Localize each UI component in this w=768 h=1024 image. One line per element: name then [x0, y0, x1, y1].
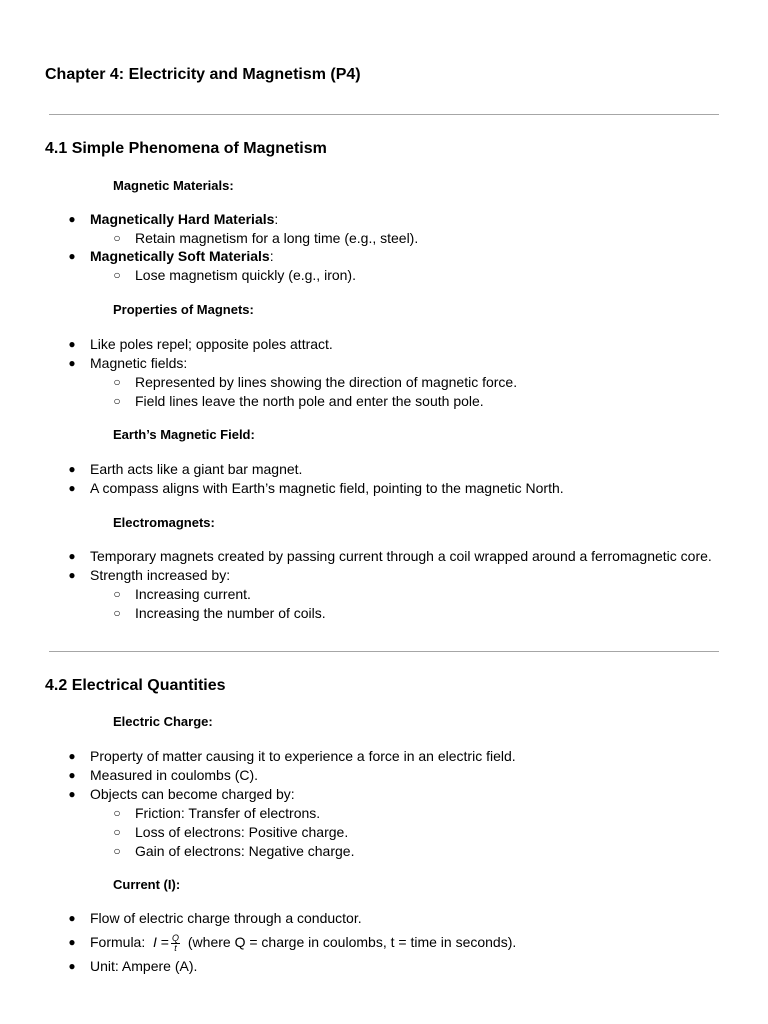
bullet-icon: ●: [68, 462, 76, 476]
divider: [49, 114, 719, 115]
subheading-properties: Properties of Magnets:: [113, 302, 254, 317]
term-soft-materials: Magnetically Soft Materials: [90, 248, 270, 264]
circle-bullet-icon: ○: [113, 375, 121, 389]
section-heading-electrical-quantities: 4.2 Electrical Quantities: [45, 677, 226, 694]
circle-bullet-icon: ○: [113, 844, 121, 858]
section-heading-magnetism: 4.1 Simple Phenomena of Magnetism: [45, 140, 327, 157]
bullet-icon: ●: [68, 249, 76, 263]
bullet-icon: ●: [68, 911, 76, 925]
circle-bullet-icon: ○: [113, 394, 121, 408]
bullet-icon: ●: [68, 749, 76, 763]
subheading-magnetic-materials: Magnetic Materials:: [113, 178, 234, 193]
circle-bullet-icon: ○: [113, 231, 121, 245]
bullet-icon: ●: [68, 356, 76, 370]
bullet-icon: ●: [68, 959, 76, 973]
subheading-earth-field: Earth’s Magnetic Field:: [113, 427, 255, 442]
bullet-icon: ●: [68, 212, 76, 226]
bullet-icon: ●: [68, 549, 76, 563]
current-formula: Formula: I = $\frac{Q}{t}$ (where Q = charge in coulombs, t = time in seconds).: [90, 932, 517, 953]
term-hard-materials: Magnetically Hard Materials: [90, 211, 275, 227]
circle-bullet-icon: ○: [113, 606, 121, 620]
subheading-electric-charge: Electric Charge:: [113, 714, 213, 729]
page-title: Chapter 4: Electricity and Magnetism (P4): [45, 66, 361, 83]
bullet-icon: ●: [68, 481, 76, 495]
bullet-icon: ●: [68, 337, 76, 351]
bullet-icon: ●: [68, 768, 76, 782]
bullet-icon: ●: [68, 935, 76, 949]
bullet-icon: ●: [68, 787, 76, 801]
circle-bullet-icon: ○: [113, 806, 121, 820]
circle-bullet-icon: ○: [113, 268, 121, 282]
circle-bullet-icon: ○: [113, 825, 121, 839]
subheading-electromagnets: Electromagnets:: [113, 515, 215, 530]
formula-symbol: I: [153, 934, 157, 950]
circle-bullet-icon: ○: [113, 587, 121, 601]
divider: [49, 651, 719, 652]
document-page: Chapter 4: Electricity and Magnetism (P4) 4.1 Simple Phenomena of Magnetism Magnetic Materials: ● Magnetically Hard Materials: ○ Retain magnetism for a long time (e.g., steel). ● Magnetically Soft Materials: ○ Lose magnetism quickly (e.g., iron). Properties of Magnets: ● Like poles repel; opposite poles attract. ● Magnetic fields: ○ Represented by lines showing the direction of magnetic force. ○ Field lines leave the north pole and enter the south pole. Earth’s Magnetic Field: ● Earth acts like a giant bar magnet. ● A compass aligns with Earth’s magnetic field, pointing to the magnetic North. Electromagnets: ● Temporary magnets created by passing current through a coil wrapped around a ferromagnetic core. ● Strength increased by: ○ Increasing current. ○ Increasing the number of coils. 4.2 Electrical Quantities Electric Charge: ● Property of matter causing it to experience a force in an electric field. ● Measured in coulombs (C). ● Objects can become charged by: ○ Friction: Transfer of electrons. ○ Loss of electrons: Positive charge. ○ Gain of electrons: Negative charge. Current (I): ● Flow of electric charge through a conductor. ● Formula: I = $\frac{Q}{t}$ (where Q = charge in coulombs, t = time in seconds). ● Unit: Ampere (A).: [0, 0, 768, 1024]
subheading-current: Current (I):: [113, 877, 181, 892]
bullet-icon: ●: [68, 568, 76, 582]
formula-fraction: $\frac{Q}{t}$: [171, 932, 179, 953]
